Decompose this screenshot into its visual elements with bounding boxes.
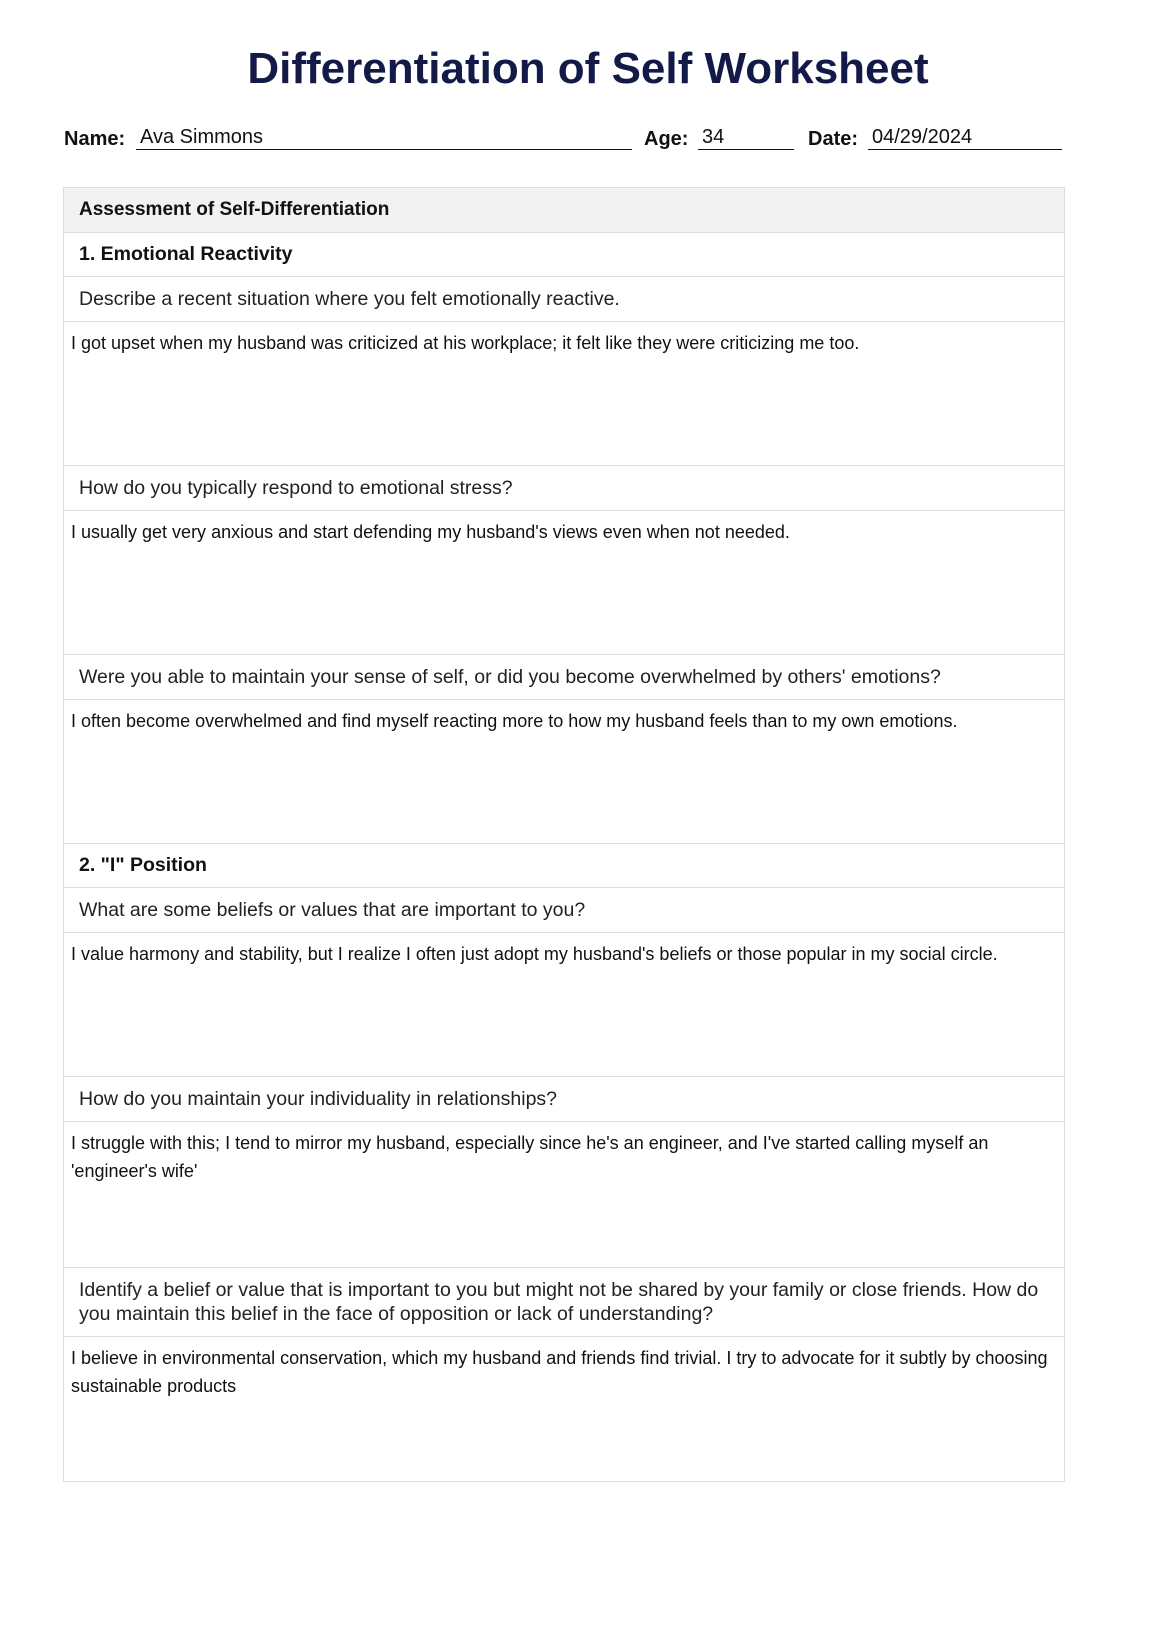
- question: How do you maintain your individuality in relationships?: [64, 1077, 1064, 1122]
- date-field[interactable]: 04/29/2024: [868, 128, 1062, 150]
- section-title: 1. Emotional Reactivity: [64, 233, 1064, 277]
- info-row: [64, 122, 1064, 152]
- question: How do you typically respond to emotional stress?: [64, 466, 1064, 511]
- answer-field[interactable]: I often become overwhelmed and find myself reacting more to how my husband feels than to my own emotions.: [64, 700, 1064, 844]
- question: Describe a recent situation where you felt emotionally reactive.: [64, 277, 1064, 322]
- answer-field[interactable]: I believe in environmental conservation, which my husband and friends find trivial. I try to advocate for it subtly by choosing sustainable products: [71, 1348, 1048, 1396]
- answer-field[interactable]: I value harmony and stability, but I realize I often just adopt my husband's beliefs or those popular in my social circle.: [64, 933, 1064, 1077]
- answer-field[interactable]: I struggle with this; I tend to mirror my husband, especially since he's an engineer, and I've started calling myself an 'engineer's wife': [64, 1122, 1064, 1268]
- question: Identify a belief or value that is important to you but might not be shared by your family or close friends. How do you maintain this belief in the face of opposition or lack of understanding?: [64, 1268, 1064, 1337]
- question: What are some beliefs or values that are important to you?: [64, 888, 1064, 933]
- section-title: 2. "I" Position: [64, 844, 1064, 888]
- name-label: Name:: [64, 128, 126, 150]
- answer-field[interactable]: I got upset when my husband was criticized at his workplace; it felt like they were criticizing me too.: [64, 322, 1064, 466]
- table-header: Assessment of Self-Differentiation: [64, 188, 1064, 233]
- question: Were you able to maintain your sense of self, or did you become overwhelmed by others' emotions?: [64, 655, 1064, 700]
- age-field[interactable]: 34: [698, 128, 794, 150]
- name-field[interactable]: Ava Simmons: [136, 128, 632, 150]
- date-label: Date:: [808, 128, 859, 150]
- age-label: Age:: [644, 128, 689, 150]
- assessment-table: [63, 187, 1065, 1482]
- page-title: Differentiation of Self Worksheet: [247, 44, 929, 93]
- answer-field[interactable]: I usually get very anxious and start defending my husband's views even when not needed.: [64, 511, 1064, 655]
